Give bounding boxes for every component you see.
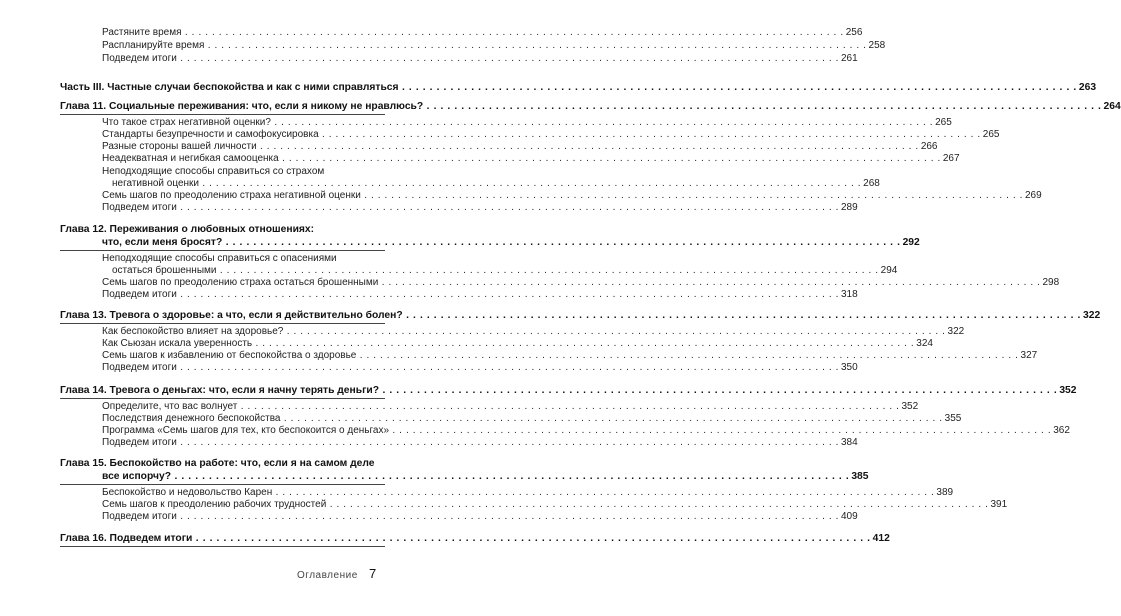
toc-entry-page: 258 <box>868 40 886 51</box>
toc-entry-title: Растяните время . . . <box>102 27 844 38</box>
toc-entry-title: Семь шагов к избавлению от беспокойства о здоровье . . . <box>102 350 1019 361</box>
toc-entry-page: 391 <box>990 499 1008 510</box>
toc-entry-page: 266 <box>920 141 938 152</box>
toc-entry[interactable] <box>102 401 919 412</box>
toc-entry-title: Неадекватная и негибкая самооценка . . . <box>102 153 941 164</box>
toc-entry-page: 322 <box>947 326 965 337</box>
divider <box>60 546 385 547</box>
toc-entry-page: 268 <box>863 178 880 189</box>
toc-entry-title: Как беспокойство влияет на здоровье? . . . <box>102 326 946 337</box>
toc-entry-title: Стандарты безупречности и самофокусировка . . . <box>102 129 981 140</box>
footer-section-label: Оглавление <box>297 570 358 581</box>
divider <box>60 250 385 251</box>
toc-entry-page: 265 <box>982 129 1000 140</box>
toc-entry-page: 362 <box>1053 425 1070 436</box>
toc-entry-title: Распланируйте время . . . <box>102 40 867 51</box>
toc-entry[interactable] <box>112 178 880 189</box>
toc-chapter-heading[interactable] <box>60 533 890 544</box>
toc-entry[interactable] <box>102 117 952 128</box>
toc-entry-title: Беспокойство и недовольство Карен . . . <box>102 487 934 498</box>
toc-entry[interactable] <box>102 425 1070 436</box>
toc-entry[interactable] <box>102 362 858 373</box>
toc-entry[interactable] <box>102 190 1042 201</box>
toc-chapter-title-line1[interactable]: Глава 15. Беспокойство на работе: что, если я на самом деле <box>60 458 375 469</box>
toc-entry-page: 298 <box>1042 277 1060 288</box>
toc-chapter-heading[interactable] <box>60 385 1077 396</box>
toc-chapter-title-line1[interactable]: Глава 12. Переживания о любовных отношениях: <box>60 224 315 235</box>
toc-entry-title: Подведем итоги . . . <box>102 53 839 64</box>
toc-entry-page: 265 <box>935 117 952 128</box>
toc-chapter-page: 292 <box>902 237 920 248</box>
toc-entry-title: Определите, что вас волнует . . . <box>102 401 899 412</box>
toc-entry-page: 261 <box>840 53 858 64</box>
toc-chapter-page: 322 <box>1082 310 1101 321</box>
toc-chapter-title: Глава 16. Подведем итоги . . . <box>60 533 871 544</box>
toc-entry-title: Подведем итоги . . . <box>102 289 839 300</box>
toc-entry-title: Подведем итоги . . . <box>102 511 839 522</box>
toc-entry[interactable] <box>102 326 965 337</box>
toc-chapter-heading[interactable] <box>102 237 920 248</box>
toc-entry[interactable] <box>102 141 938 152</box>
toc-entry[interactable] <box>102 289 858 300</box>
toc-entry-title: Что такое страх негативной оценки? . . . <box>102 117 933 128</box>
toc-entry[interactable] <box>102 499 1008 510</box>
divider <box>60 398 385 399</box>
divider <box>60 484 385 485</box>
toc-part-page: 263 <box>1078 82 1097 93</box>
toc-chapter-title: Глава 13. Тревога о здоровье: а что, если я действительно болен? . . . <box>60 310 1081 321</box>
toc-chapter-page: 352 <box>1059 385 1077 396</box>
toc-entry[interactable] <box>102 202 858 213</box>
toc-entry-page: 409 <box>840 511 858 522</box>
toc-entry-page: 350 <box>840 362 858 373</box>
toc-entry-title: Семь шагов по преодолению страха остаться брошенными . . . <box>102 277 1040 288</box>
toc-chapter-title-line2: все испорчу? . . . <box>102 471 849 482</box>
toc-entry[interactable] <box>102 511 858 522</box>
toc-entry-title-line2: негативной оценки . . . <box>112 178 861 189</box>
toc-entry-page: 327 <box>1020 350 1038 361</box>
toc-entry-page: 324 <box>916 338 933 349</box>
toc-entry-page: 318 <box>840 289 858 300</box>
toc-chapter-title-line2: что, если меня бросят? . . . <box>102 237 901 248</box>
toc-entry-title: Как Сьюзан искала уверенность . . . <box>102 338 914 349</box>
toc-entry[interactable] <box>112 265 898 276</box>
toc-entry-title: Семь шагов к преодолению рабочих трудностей . . . <box>102 499 988 510</box>
toc-entry[interactable] <box>102 53 858 64</box>
toc-entry-title: Подведем итоги . . . <box>102 437 839 448</box>
toc-entry-page: 269 <box>1025 190 1042 201</box>
toc-chapter-page: 412 <box>872 533 890 544</box>
toc-entry-page: 355 <box>944 413 962 424</box>
toc-entry-title: Последствия денежного беспокойства . . . <box>102 413 943 424</box>
toc-chapter-title: Глава 14. Тревога о деньгах: что, если я начну терять деньги? . . . <box>60 385 1057 396</box>
toc-entry-page: 294 <box>880 265 898 276</box>
toc-entry[interactable] <box>102 277 1060 288</box>
toc-entry[interactable] <box>102 153 960 164</box>
toc-chapter-title: Глава 11. Социальные переживания: что, если я никому не нравлюсь? . . . <box>60 101 1102 112</box>
toc-chapter-heading[interactable] <box>60 310 1101 321</box>
toc-part-title: Часть III. Частные случаи беспокойства и как с ними справляться . . . <box>60 82 1077 93</box>
toc-entry-page: 352 <box>901 401 919 412</box>
toc-entry[interactable] <box>102 338 933 349</box>
toc-entry-title: Семь шагов по преодолению страха негативной оценки . . . <box>102 190 1023 201</box>
toc-chapter-heading[interactable] <box>60 101 1121 112</box>
toc-entry-title: Подведем итоги . . . <box>102 362 839 373</box>
toc-entry-title: Разные стороны вашей личности . . . <box>102 141 919 152</box>
toc-entry-title: Подведем итоги . . . <box>102 202 839 213</box>
toc-entry-page: 289 <box>840 202 858 213</box>
toc-entry-page: 389 <box>936 487 954 498</box>
toc-entry-page: 267 <box>942 153 960 164</box>
toc-part-heading[interactable] <box>60 82 1097 93</box>
divider <box>60 323 385 324</box>
divider <box>60 114 385 115</box>
toc-entry-page: 384 <box>840 437 858 448</box>
toc-chapter-page: 385 <box>851 471 869 482</box>
toc-entry[interactable] <box>102 40 886 51</box>
toc-entry[interactable] <box>102 27 863 38</box>
toc-chapter-heading[interactable] <box>102 471 869 482</box>
toc-entry[interactable] <box>102 413 962 424</box>
toc-entry[interactable] <box>102 487 954 498</box>
toc-entry[interactable] <box>102 129 1000 140</box>
toc-entry[interactable] <box>102 350 1038 361</box>
toc-chapter-page: 264 <box>1103 101 1121 112</box>
footer-page-number: 7 <box>369 566 377 581</box>
toc-entry-title: Программа «Семь шагов для тех, кто беспокоится о деньгах» . . . <box>102 425 1051 436</box>
toc-entry-page: 256 <box>845 27 863 38</box>
toc-entry[interactable] <box>102 437 858 448</box>
toc-entry-title-line1[interactable]: Неподходящие способы справиться с опасениями <box>102 253 337 264</box>
toc-entry-title-line1[interactable]: Неподходящие способы справиться со страхом <box>102 166 325 177</box>
toc-entry-title-line2: остаться брошенными . . . <box>112 265 879 276</box>
